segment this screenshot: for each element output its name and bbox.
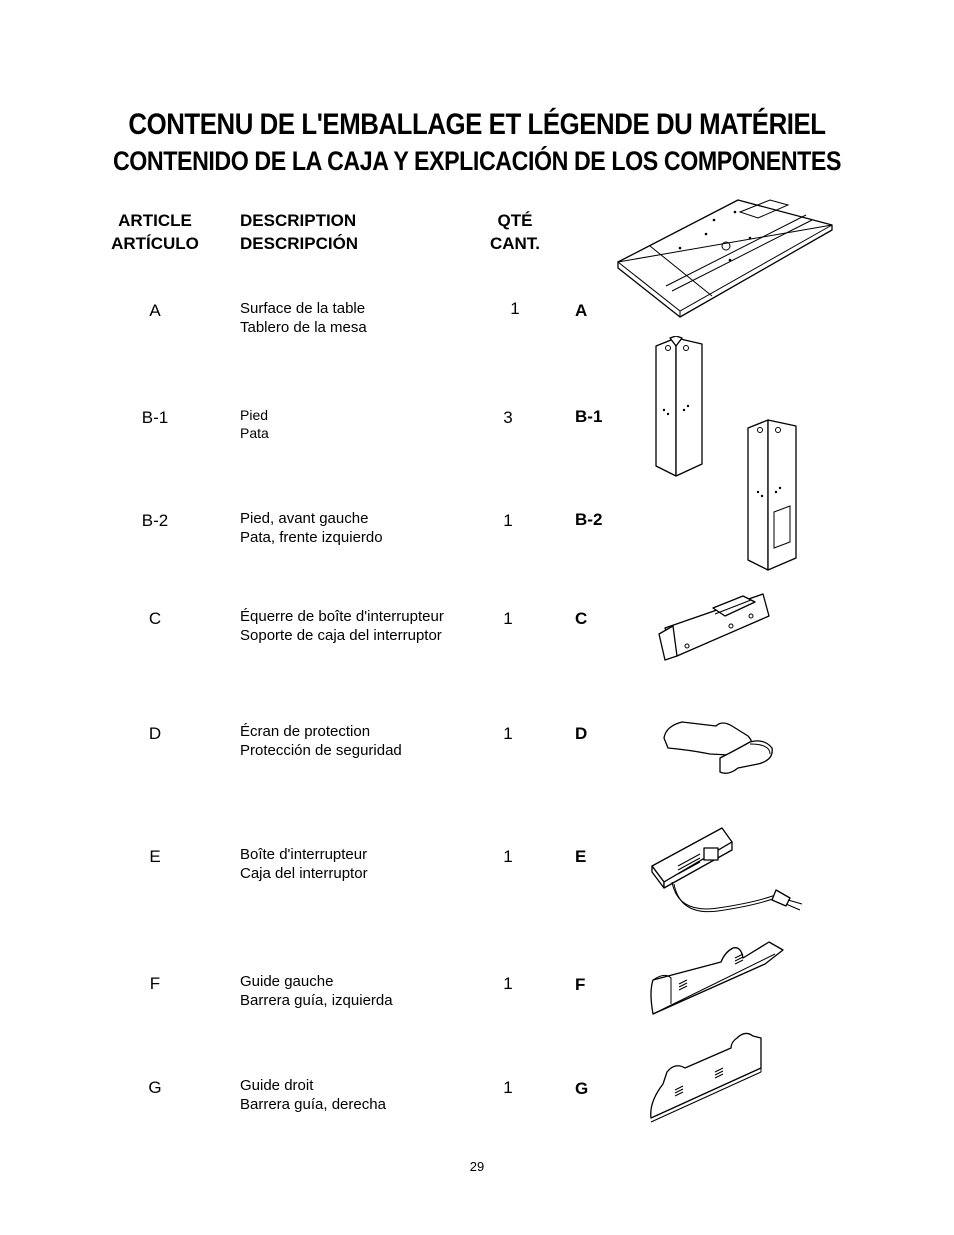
parts-row-f: [0, 972, 954, 1032]
description: [240, 722, 402, 760]
description: [240, 299, 367, 337]
header-description-es: DESCRIPCIÓN: [240, 234, 359, 253]
header-quantity: [480, 209, 550, 255]
article-code: F: [149, 974, 161, 993]
parts-row-b1: [0, 406, 954, 466]
description-fr: Pied, avant gauche: [240, 510, 369, 527]
description-fr: Guide droit: [240, 1077, 314, 1094]
part-label: B-2: [575, 510, 603, 529]
quantity: 1: [503, 724, 513, 743]
quantity: 3: [503, 408, 513, 427]
parts-row-d: [0, 722, 954, 782]
part-label: A: [575, 301, 588, 320]
description-fr: Écran de protection: [240, 723, 371, 740]
description-fr: Surface de la table: [240, 300, 366, 317]
description-es: Pata: [240, 425, 269, 441]
page-title-fr: CONTENU DE L'EMBALLAGE ET LÉGENDE DU MATÉRIEL: [128, 108, 826, 141]
quantity: 1: [503, 1078, 513, 1097]
part-label: G: [575, 1079, 589, 1098]
part-label: F: [575, 975, 586, 994]
left-fence-icon: [645, 938, 785, 1020]
description-es: Tablero de la mesa: [240, 319, 367, 336]
description: [240, 509, 383, 547]
header-article-fr: ARTICLE: [118, 211, 192, 230]
description-es: Soporte de caja del interruptor: [240, 627, 442, 644]
description-es: Protección de seguridad: [240, 742, 402, 759]
description-es: Barrera guía, izquierda: [240, 992, 393, 1009]
switch-bracket-icon: [655, 586, 775, 664]
page-title-es: CONTENIDO DE LA CAJA Y EXPLICACIÓN DE LOS COMPONENTES: [112, 146, 842, 176]
leg-icon: [648, 336, 712, 494]
header-description-fr: DESCRIPTION: [240, 211, 357, 230]
description-es: Pata, frente izquierdo: [240, 529, 383, 546]
article-code: C: [148, 609, 162, 628]
description: [240, 845, 368, 883]
quantity: 1: [503, 511, 513, 530]
header-article-es: ARTÍCULO: [111, 234, 199, 253]
part-label: C: [575, 609, 588, 628]
part-label: D: [575, 724, 588, 743]
article-code: D: [148, 724, 162, 743]
header-quantity-fr: QTÉ: [497, 211, 533, 230]
quantity: 1: [503, 974, 513, 993]
article-code: B-2: [141, 511, 169, 530]
header-article: [100, 209, 210, 255]
parts-row-c: [0, 607, 954, 667]
part-label: E: [575, 847, 587, 866]
front-left-leg-icon: [740, 418, 804, 576]
article-code: G: [148, 1078, 162, 1097]
description: [240, 972, 393, 1010]
part-label: B-1: [575, 407, 603, 426]
article-code: A: [149, 301, 161, 320]
article-code: B-1: [141, 408, 169, 427]
header-quantity-es: CANT.: [489, 234, 541, 253]
description: [240, 406, 269, 442]
description-es: Caja del interruptor: [240, 865, 368, 882]
parts-row-g: [0, 1076, 954, 1136]
article-code: E: [149, 847, 161, 866]
page-number: 29: [469, 1159, 485, 1174]
description-fr: Guide gauche: [240, 973, 334, 990]
right-fence-icon: [645, 1032, 775, 1126]
description: [240, 607, 444, 645]
safety-guard-icon: [660, 712, 780, 782]
description-fr: Équerre de boîte d'interrupteur: [240, 608, 444, 625]
quantity: 1: [503, 609, 513, 628]
switch-box-icon: [648, 822, 810, 922]
description-fr: Boîte d'interrupteur: [240, 846, 368, 863]
description: [240, 1076, 386, 1114]
table-top-icon: [610, 190, 840, 325]
description-es: Barrera guía, derecha: [240, 1096, 386, 1113]
quantity: 1: [510, 299, 520, 318]
parts-row-b2: [0, 509, 954, 569]
quantity: 1: [503, 847, 513, 866]
parts-row-e: [0, 845, 954, 905]
header-description: [240, 209, 358, 255]
description-fr: Pied: [240, 407, 269, 423]
